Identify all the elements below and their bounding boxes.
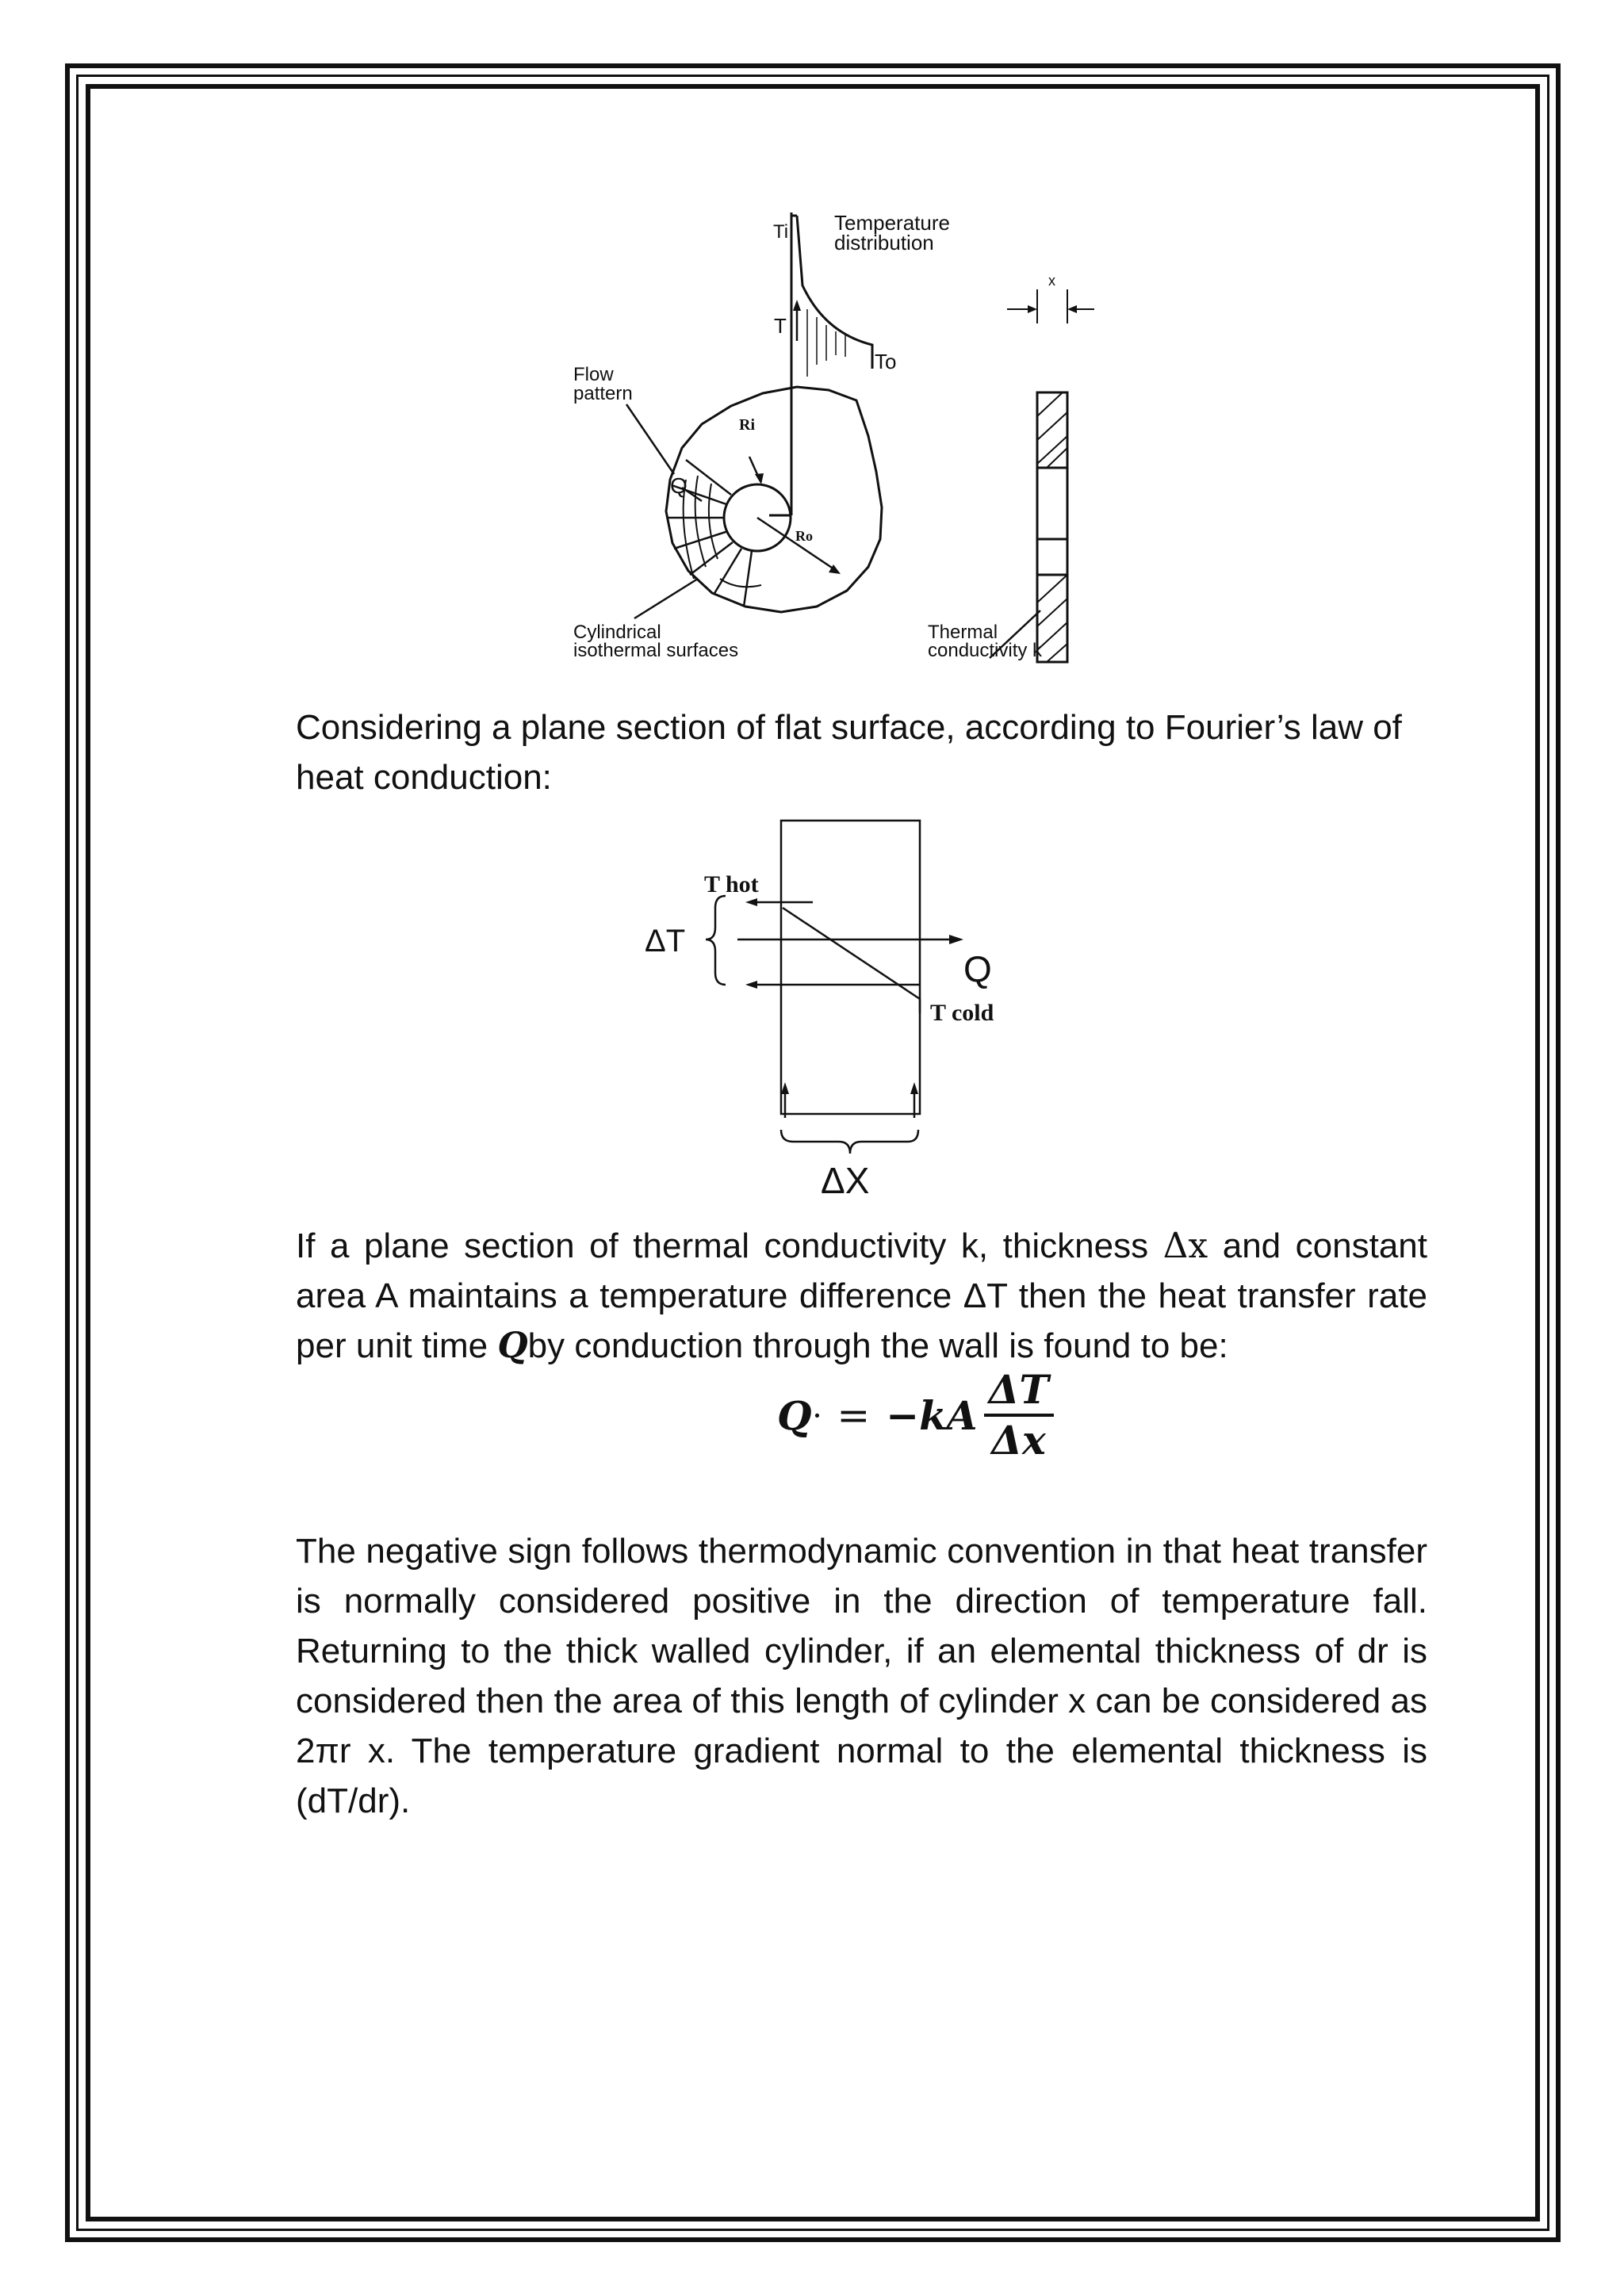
label-t-cold: T cold [930,1000,994,1026]
label-ro: Ro [795,528,813,544]
eq-coefficient: −kA [886,1391,978,1439]
label-t: T [774,314,787,338]
label-pattern: pattern [573,383,633,404]
fourier-equation [777,1364,1054,1467]
cylinder-conduction-figure [555,206,1158,690]
label-conductivity-k: conductivity k [928,640,1043,661]
p2-part1: If a plane section of thermal conductivity k, thickness [296,1226,1163,1265]
eq-dot: · [813,1402,822,1429]
p2-dx: Δx [1162,1226,1208,1266]
p2-part2: and constant area A maintains a temperature difference ΔT then the heat transfer rate per unit time [296,1226,1427,1365]
label-isothermal-surfaces: isothermal surfaces [573,640,739,661]
label-x: x [1048,273,1055,289]
label-q: Q [670,473,688,498]
wall-rectangle [781,821,920,1114]
delta-x-brace [781,1130,918,1154]
paragraph-heat-rate-definition [296,1221,1427,1371]
label-t-hot: T hot [704,871,759,897]
label-temperature: Temperature [834,211,950,235]
label-to: To [875,350,897,373]
eq-numerator: ΔT [988,1366,1049,1413]
p2-part3: by conduction through the wall is found to be: [527,1326,1228,1365]
label-cylindrical: Cylindrical [573,622,661,643]
label-delta-x: ΔX [821,1160,870,1201]
eq-denominator: Δx [991,1417,1046,1464]
label-distribution: distribution [834,231,934,254]
paragraph-sign-convention: The negative sign follows thermodynamic convention in that heat transfer is normally considered positive in the direction of temperature fall. Returning to the thick walled cylinder, if an elemental thickness of dr is considered then the area of this length of cylinder x can be considered as 2πr x. The temperature gradient normal to the elemental thickness is (dT/dr). [296,1532,1427,1820]
eq-lhs: Q [777,1391,812,1439]
p2-q-symbol: Q [497,1326,528,1366]
delta-t-brace [706,896,726,985]
plane-wall-figure [626,817,1023,1213]
eq-equals: = [837,1392,871,1438]
label-ti: Ti [773,221,789,243]
label-ri: Ri [739,416,755,434]
label-flow: Flow [573,364,614,385]
eq-fraction [984,1366,1054,1464]
label-q-arrow: Q [963,948,992,989]
wall-section-side-view [990,289,1094,662]
label-delta-t: ΔT [645,924,686,959]
label-thermal: Thermal [928,622,998,643]
paragraph-fourier-intro: Considering a plane section of flat surface, according to Fourier’s law of heat conduction: [296,708,1402,797]
